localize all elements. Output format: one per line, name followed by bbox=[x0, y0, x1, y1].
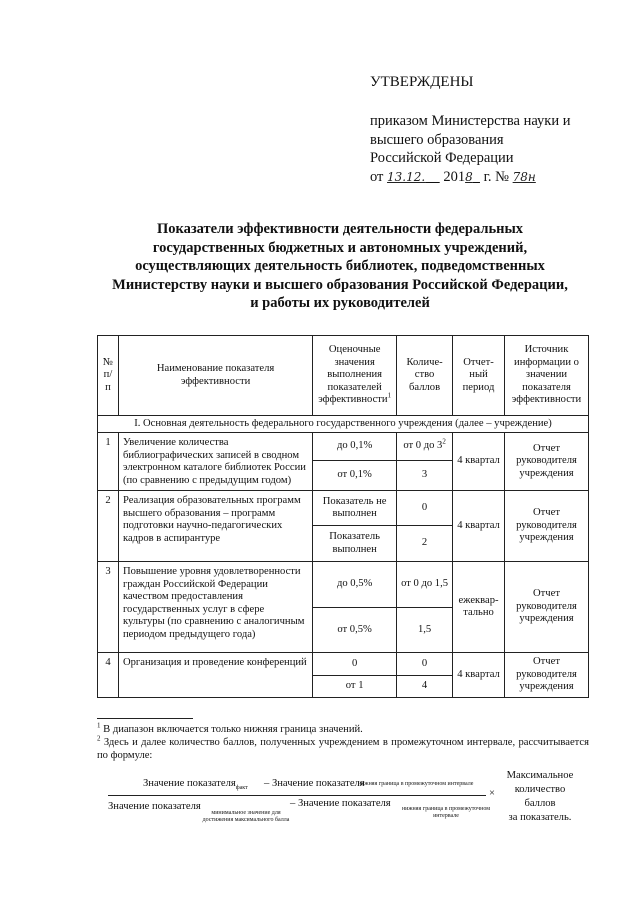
row-points: от 0 до 1,5 bbox=[397, 562, 453, 608]
footnote-2: $^2$ Здесь и далее количество баллов, полученных учреждением в промежуточном интервале, рассчитывается по формуле: bbox=[97, 734, 589, 761]
row-name: Повышение уровня удовлетворенности граждан Российской Федерации качеством предоставления государственных услуг в сфере культуры (по сравнению с аналогичным периодом предыдущего года) bbox=[118, 562, 312, 653]
row-period: ежеквар-тально bbox=[453, 562, 505, 653]
approval-line-3: Российской Федерации bbox=[370, 150, 514, 166]
table-row bbox=[98, 653, 589, 676]
row-period: 4 квартал bbox=[453, 491, 505, 562]
title-line: осуществляющих деятельность библиотек, подведомственных bbox=[135, 258, 545, 274]
table-header-row bbox=[98, 336, 589, 416]
formula-num-a: Значение показателя$_{факт}$ bbox=[143, 778, 248, 792]
times-sign: × bbox=[489, 788, 495, 799]
row-value: от 0,1% bbox=[313, 461, 397, 491]
handwritten-date: 13.12. bbox=[387, 169, 426, 184]
row-source: Отчет руководителя учреждения bbox=[505, 653, 589, 698]
row-points: 0 bbox=[397, 491, 453, 526]
row-source: Отчет руководителя учреждения bbox=[505, 491, 589, 562]
title-line: Министерству науки и высшего образования Российской Федерации, bbox=[112, 276, 568, 293]
footnote-divider bbox=[97, 718, 193, 719]
row-value: от 1 bbox=[313, 676, 397, 698]
indicators-table bbox=[97, 335, 589, 698]
row-value: от 0,5% bbox=[313, 608, 397, 653]
row-name: Увеличение количества библиографических записей в сводном электронном каталоге библиотек России (по сравнению с предыдущим годом) bbox=[118, 433, 312, 491]
row-name: Реализация образовательных программ высшего образования – программ подготовки научно-педагогических кадров в аспирантуре bbox=[118, 491, 312, 562]
row-points: 3 bbox=[397, 461, 453, 491]
formula-num-b-sub: нижняя граница в промежуточном интервале bbox=[358, 781, 474, 787]
header-source: Источник информации о значении показателя эффективности bbox=[505, 336, 589, 416]
footnote-1: $^1$ В диапазон включается только нижняя граница значений. bbox=[97, 721, 363, 735]
document-title bbox=[80, 220, 600, 313]
fraction-line bbox=[108, 795, 486, 796]
row-value: до 0,1% bbox=[313, 433, 397, 461]
year-prefix: 201 bbox=[443, 168, 466, 185]
row-points: 2 bbox=[397, 526, 453, 562]
handwritten-number: 78н bbox=[512, 169, 536, 184]
row-num: 2 bbox=[98, 491, 119, 562]
table-row bbox=[98, 491, 589, 526]
row-num: 1 bbox=[98, 433, 119, 491]
formula-max: Максимальное количество баллов за показатель. bbox=[506, 770, 574, 823]
formula-den-a: Значение показателя bbox=[108, 801, 201, 812]
formula-den-a-sub: минимальное значение для достижения максимального балла bbox=[202, 810, 290, 823]
header-num: № п/п bbox=[98, 336, 119, 416]
row-value: до 0,5% bbox=[313, 562, 397, 608]
header-name: Наименование показателя эффективности bbox=[118, 336, 312, 416]
row-points: 0 bbox=[397, 653, 453, 676]
approval-heading: УТВЕРЖДЕНЫ bbox=[370, 74, 474, 90]
title-line: Показатели эффективности деятельности федеральных bbox=[156, 221, 524, 237]
row-period: 4 квартал bbox=[453, 433, 505, 491]
row-value: Показатель выполнен bbox=[313, 526, 397, 562]
table-row bbox=[98, 433, 589, 461]
row-period: 4 квартал bbox=[453, 653, 505, 698]
approval-date-line bbox=[370, 168, 570, 187]
date-prefix: от bbox=[370, 168, 384, 185]
header-period: Отчет-ный период bbox=[453, 336, 505, 416]
row-num: 4 bbox=[98, 653, 119, 698]
formula-den-b: – Значение показателя bbox=[290, 798, 391, 809]
row-points: 1,5 bbox=[397, 608, 453, 653]
year-suffix: г. № bbox=[483, 168, 509, 185]
approval-block bbox=[370, 112, 570, 186]
row-source: Отчет руководителя учреждения bbox=[505, 433, 589, 491]
header-points: Количе-ство баллов bbox=[397, 336, 453, 416]
row-value: 0 bbox=[313, 653, 397, 676]
row-value: Показатель не выполнен bbox=[313, 491, 397, 526]
title-line: государственных бюджетных и автономных учреждений, bbox=[152, 239, 528, 256]
title-line: и работы их руководителей bbox=[250, 295, 430, 311]
row-name: Организация и проведение конференций bbox=[118, 653, 312, 698]
approval-line-2: высшего образования bbox=[370, 131, 504, 148]
formula-den-b-sub: нижняя граница в промежуточном интервале bbox=[401, 806, 491, 819]
header-values: Оценочные значения выполнения показателей эффективности$^1$ bbox=[313, 336, 397, 416]
row-source: Отчет руководителя учреждения bbox=[505, 562, 589, 653]
section-heading: I. Основная деятельность федерального государственного учреждения (далее – учреждение) bbox=[98, 416, 589, 433]
table-row bbox=[98, 562, 589, 608]
row-points: от 0 до $3^2$ bbox=[397, 433, 453, 461]
formula-num-b: – Значение показателя bbox=[264, 778, 365, 789]
handwritten-year: 8 bbox=[465, 169, 473, 184]
row-num: 3 bbox=[98, 562, 119, 653]
approval-line-1: приказом Министерства науки и bbox=[370, 113, 571, 129]
row-points: 4 bbox=[397, 676, 453, 698]
